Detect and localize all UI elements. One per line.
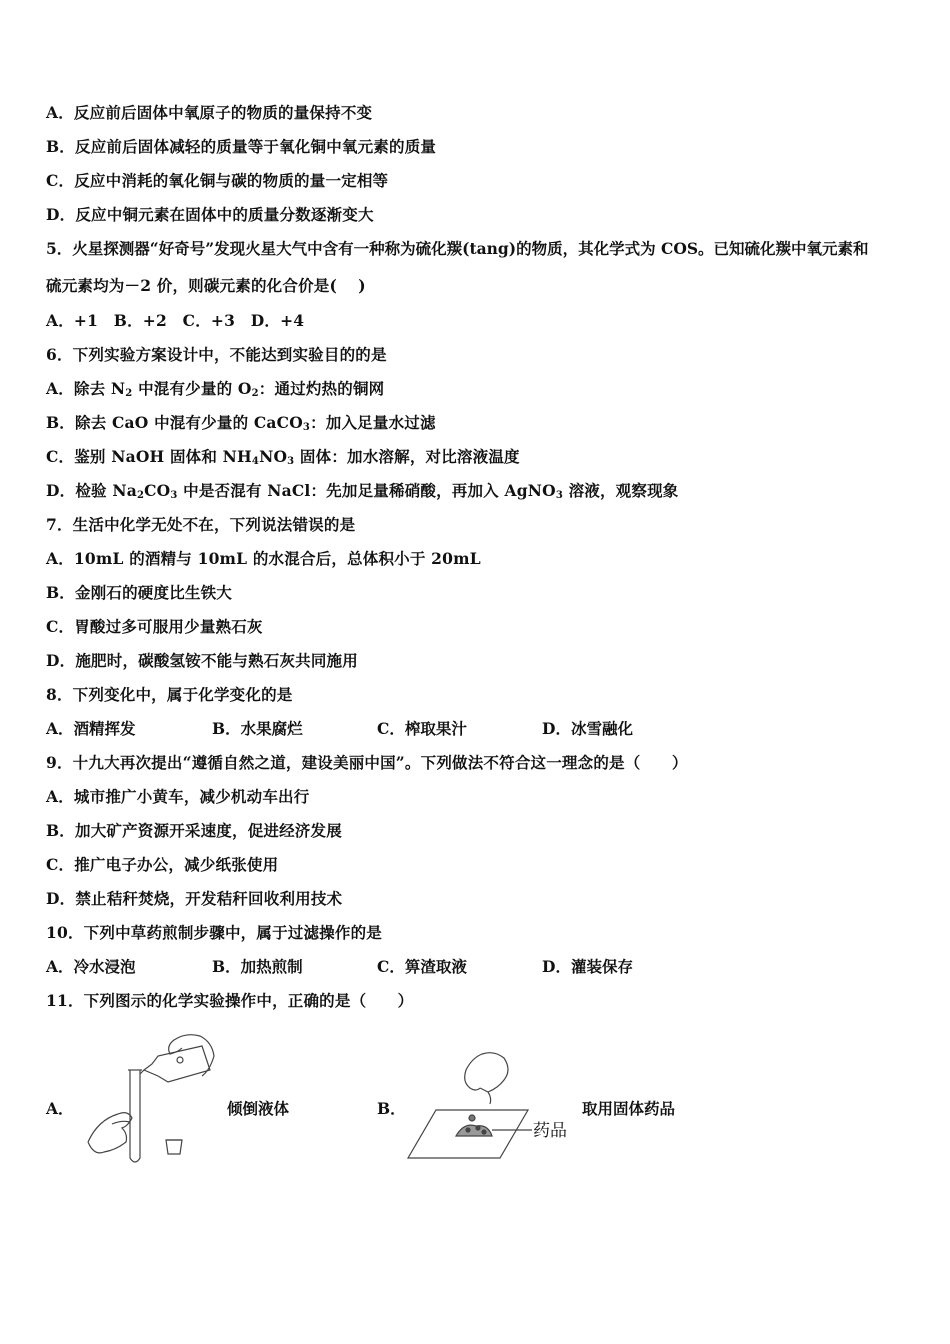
q10-option-a: A．冷水浸泡: [46, 957, 136, 976]
q7-option-a: A．10mL 的酒精与 10mL 的水混合后，总体积小于 20mL: [46, 549, 481, 568]
q10-option-b: B．加热煎制: [212, 957, 303, 976]
q9-option-b: B．加大矿产资源开采速度，促进经济发展: [46, 821, 342, 840]
q11-option-a-caption: 倾倒液体: [227, 1099, 290, 1118]
q4-option-d: D．反应中铜元素在固体中的质量分数逐渐变大: [46, 205, 374, 224]
q9-option-a: A．城市推广小黄车，减少机动车出行: [46, 787, 310, 806]
q7-stem: 7．生活中化学无处不在，下列说法错误的是: [46, 515, 356, 534]
q11-option-b-label: B．: [377, 1099, 406, 1118]
q4-option-b: B．反应前后固体减轻的质量等于氧化铜中氧元素的质量: [46, 137, 437, 156]
q6-option-a: A．除去 $N_2$ 中混有少量的 $O_2$：通过灼热的铜网: [46, 379, 385, 399]
q7-option-b: B．金刚石的硬度比生铁大: [46, 583, 233, 602]
q6-stem: 6．下列实验方案设计中，不能达到实验目的的是: [46, 345, 387, 364]
q5-stem-line1: 5．火星探测器“好奇号”发现火星大气中含有一种称为硫化羰(tang)的物质，其化学式为 COS。已知硫化羰中氧元素和: [46, 239, 869, 258]
q4-option-a: A．反应前后固体中氧原子的物质的量保持不变: [46, 103, 373, 122]
q8-option-b: B．水果腐烂: [212, 719, 303, 738]
taking-solid-reagent-illustration: [404, 1048, 534, 1166]
q6-option-c: C．鉴别 NaOH 固体和 $NH_4NO_3$ 固体：加水溶解，对比溶液温度: [46, 447, 520, 467]
q10-stem: 10．下列中草药煎制步骤中，属于过滤操作的是: [46, 923, 382, 942]
q11-stem: 11．下列图示的化学实验操作中，正确的是（ ）: [46, 991, 414, 1010]
q8-stem: 8．下列变化中，属于化学变化的是: [46, 685, 293, 704]
q11-option-b-caption: 取用固体药品: [582, 1099, 676, 1118]
q8-option-c: C．榨取果汁: [377, 719, 467, 738]
q4-option-c: C．反应中消耗的氧化铜与碳的物质的量一定相等: [46, 171, 389, 190]
q11-option-a-label: A．: [46, 1099, 74, 1118]
q8-option-a: A．酒精挥发: [46, 719, 136, 738]
q9-option-c: C．推广电子办公，减少纸张使用: [46, 855, 279, 874]
q5-options: A．+1 B．+2 C．+3 D．+4: [46, 311, 305, 330]
q9-option-d: D．禁止秸秆焚烧，开发秸秆回收利用技术: [46, 889, 343, 908]
q6-option-d: D．检验 $Na_2CO_3$ 中是否混有 NaCl：先加足量稀硝酸，再加入 AgNO$_3$ 溶液，观察现象: [46, 481, 679, 501]
q10-option-d: D．灌装保存: [542, 957, 633, 976]
q9-stem: 9．十九大再次提出“遵循自然之道，建设美丽中国”。下列做法不符合这一理念的是（ ）: [46, 753, 688, 772]
q5-stem-line2: 硫元素均为－2 价，则碳元素的化合价是( ): [46, 276, 366, 295]
q7-option-d: D．施肥时，碳酸氢铵不能与熟石灰共同施用: [46, 651, 358, 670]
pouring-liquid-illustration: [82, 1030, 222, 1170]
q10-option-c: C．箅渣取液: [377, 957, 467, 976]
q8-option-d: D．冰雪融化: [542, 719, 633, 738]
q6-option-b: B．除去 CaO 中混有少量的 CaCO$_3$：加入足量水过滤: [46, 413, 436, 433]
reagent-figure-label: 药品: [533, 1121, 567, 1141]
q7-option-c: C．胃酸过多可服用少量熟石灰: [46, 617, 263, 636]
